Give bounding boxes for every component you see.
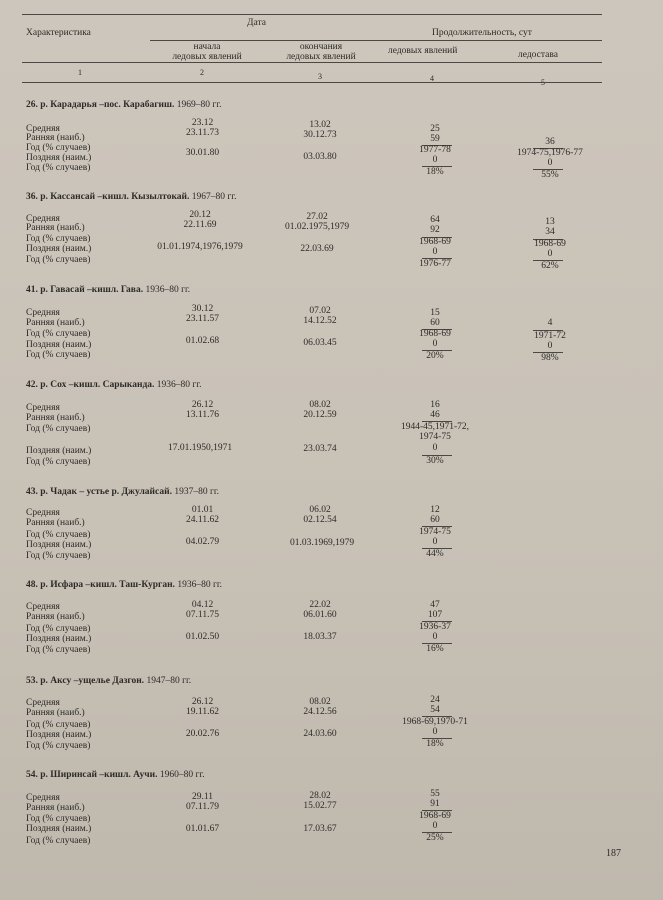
col-number-4: 4 bbox=[430, 74, 434, 83]
section-title: 26. р. Карадарья –пос. Карабагиш. 1969–80 гг. bbox=[26, 100, 222, 110]
value-cell: 92 bbox=[430, 225, 440, 235]
label-late: Поздняя (наим.) bbox=[26, 634, 92, 644]
label-year: Год (% случаев) bbox=[26, 163, 91, 173]
value-cell: 07.11.75 bbox=[186, 610, 219, 620]
value-cell: 01.02.68 bbox=[185, 336, 220, 346]
value-cell: 0 bbox=[432, 821, 438, 831]
value-cell: 1974-75,1976-77 bbox=[517, 148, 583, 158]
value-cell: 0 bbox=[432, 443, 438, 453]
label-late: Поздняя (наим.) bbox=[26, 446, 92, 456]
value-cell: 0 bbox=[432, 632, 438, 642]
value-cell: 23.11.57 bbox=[186, 314, 219, 324]
value-cell: 34 bbox=[545, 227, 555, 237]
value-cell: 12 bbox=[430, 505, 440, 515]
value-cell: 16 bbox=[430, 400, 440, 410]
value-cell: 01.01.67 bbox=[185, 824, 220, 834]
section-title: 53. р. Аксу –ущелье Дазгон. 1947–80 гг. bbox=[26, 676, 192, 686]
label-year: Год (% случаев) bbox=[26, 143, 91, 153]
value-cell: 24 bbox=[430, 695, 440, 705]
value-cell: 0 bbox=[432, 727, 438, 737]
value-cell: 13 bbox=[545, 217, 555, 227]
value-cell: 4 bbox=[547, 318, 553, 328]
value-cell: 22.03.69 bbox=[300, 244, 334, 254]
value-cell: 24.12.56 bbox=[303, 707, 337, 717]
value-cell: 47 bbox=[430, 600, 440, 610]
header-col-start-2: ледовых явлений bbox=[172, 52, 242, 62]
col-number-2: 2 bbox=[200, 68, 204, 77]
page-number: 187 bbox=[606, 848, 621, 859]
value-cell: 1944-45,1971-72, bbox=[400, 422, 470, 432]
header-col-end-1: окончания bbox=[299, 42, 343, 52]
value-cell: 59 bbox=[430, 134, 440, 144]
value-cell: 01.01.1974,1976,1979 bbox=[157, 242, 243, 252]
value-cell: 01.02.1975,1979 bbox=[284, 222, 350, 232]
label-late: Поздняя (наим.) bbox=[26, 540, 92, 550]
value-cell: 62% bbox=[541, 261, 559, 271]
header-col-end-2: ледовых явлений bbox=[286, 52, 356, 62]
value-cell: 08.02 bbox=[309, 697, 331, 707]
label-avg: Средняя bbox=[26, 508, 60, 518]
value-cell: 20.12 bbox=[189, 210, 211, 220]
label-avg: Средняя bbox=[26, 602, 60, 612]
value-cell: 60 bbox=[430, 515, 440, 525]
header-col-freeze: ледостава bbox=[518, 50, 558, 60]
label-year: Год (% случаев) bbox=[26, 720, 91, 730]
label-year: Год (% случаев) bbox=[26, 234, 91, 244]
value-cell: 18.03.37 bbox=[303, 632, 337, 642]
value-cell: 07.11.79 bbox=[186, 802, 219, 812]
value-cell: 07.02 bbox=[309, 306, 331, 316]
value-cell: 0 bbox=[547, 249, 553, 259]
value-cell: 1968-69,1970-71 bbox=[402, 717, 468, 727]
value-cell: 01.03.1969,1979 bbox=[289, 538, 355, 548]
value-cell: 98% bbox=[541, 353, 559, 363]
col-number-3: 3 bbox=[318, 72, 322, 81]
value-cell: 1977-78 bbox=[419, 145, 451, 155]
header-bottom-rule bbox=[22, 62, 602, 63]
value-cell: 0 bbox=[432, 247, 438, 257]
value-cell: 17.01.1950,1971 bbox=[167, 443, 233, 453]
value-cell: 04.02.79 bbox=[185, 537, 220, 547]
value-cell: 1976-77 bbox=[419, 259, 451, 269]
label-year: Год (% случаев) bbox=[26, 741, 91, 751]
value-cell: 13.02 bbox=[309, 120, 331, 130]
value-cell: 23.03.74 bbox=[303, 444, 337, 454]
label-avg: Средняя bbox=[26, 698, 60, 708]
value-cell: 27.02 bbox=[306, 212, 328, 222]
label-year: Год (% случаев) bbox=[26, 350, 91, 360]
header-characteristic: Характеристика bbox=[26, 28, 91, 38]
label-year: Год (% случаев) bbox=[26, 530, 91, 540]
value-cell: 23.12 bbox=[191, 118, 214, 128]
value-cell: 1974-75 bbox=[419, 432, 451, 442]
value-cell: 17.03.67 bbox=[303, 824, 337, 834]
value-cell: 16% bbox=[426, 644, 444, 654]
value-cell: 24.11.62 bbox=[186, 515, 219, 525]
value-cell: 22.02 bbox=[309, 600, 331, 610]
value-cell: 06.01.60 bbox=[303, 610, 337, 620]
value-cell: 22.11.69 bbox=[183, 220, 217, 230]
value-cell: 18% bbox=[426, 739, 444, 749]
label-year: Год (% случаев) bbox=[26, 645, 91, 655]
label-early: Ранняя (наиб.) bbox=[26, 133, 85, 143]
header-duration: Продолжительность, сут bbox=[432, 28, 532, 38]
label-avg: Средняя bbox=[26, 214, 60, 224]
value-cell: 64 bbox=[430, 215, 440, 225]
section-title: 48. р. Исфара –кишл. Таш-Курган. 1936–80 гг. bbox=[26, 580, 223, 590]
value-cell: 55% bbox=[541, 170, 559, 180]
value-cell: 23.11.73 bbox=[186, 128, 219, 138]
label-late: Поздняя (наим.) bbox=[26, 824, 92, 834]
value-cell: 0 bbox=[432, 537, 438, 547]
header-date: Дата bbox=[247, 18, 266, 28]
value-cell: 30.12 bbox=[191, 304, 214, 314]
value-cell: 02.12.54 bbox=[303, 515, 337, 525]
label-year: Год (% случаев) bbox=[26, 424, 91, 434]
section-title: 41. р. Гавасай –кишл. Гава. 1936–80 гг. bbox=[26, 285, 191, 295]
section-title: 43. р. Чадак – устье р. Джулайсай. 1937–80 гг. bbox=[26, 487, 220, 497]
label-year: Год (% случаев) bbox=[26, 624, 91, 634]
header-sub-rule bbox=[150, 40, 602, 41]
value-cell: 1968-69 bbox=[419, 329, 451, 339]
value-cell: 36 bbox=[545, 137, 555, 147]
header-col-ice: ледовых явлений bbox=[388, 46, 458, 56]
numbers-rule bbox=[22, 82, 602, 83]
value-cell: 03.03.80 bbox=[303, 152, 337, 162]
value-cell: 0 bbox=[432, 339, 438, 349]
label-early: Ранняя (наиб.) bbox=[26, 318, 85, 328]
value-cell: 30.12.73 bbox=[303, 130, 337, 140]
label-avg: Средняя bbox=[26, 793, 60, 803]
label-early: Ранняя (наиб.) bbox=[26, 612, 85, 622]
label-year: Год (% случаев) bbox=[26, 551, 91, 561]
section-title: 36. р. Кассансай –кишл. Кызылтокай. 1967–80 гг. bbox=[26, 192, 237, 202]
value-cell: 46 bbox=[430, 410, 440, 420]
value-cell: 01.01 bbox=[191, 505, 214, 515]
label-late: Поздняя (наим.) bbox=[26, 730, 92, 740]
label-early: Ранняя (наиб.) bbox=[26, 223, 85, 233]
value-cell: 08.02 bbox=[309, 400, 331, 410]
value-cell: 1936-37 bbox=[419, 622, 451, 632]
value-cell: 06.03.45 bbox=[303, 338, 337, 348]
value-cell: 26.12 bbox=[191, 697, 214, 707]
section-title: 54. р. Ширинсай –кишл. Аучи. 1960–80 гг. bbox=[26, 770, 205, 780]
value-cell: 54 bbox=[430, 705, 440, 715]
col-number-5: 5 bbox=[541, 78, 545, 87]
label-year: Год (% случаев) bbox=[26, 255, 91, 265]
label-avg: Средняя bbox=[26, 308, 60, 318]
label-year: Год (% случаев) bbox=[26, 836, 91, 846]
label-late: Поздняя (наим.) bbox=[26, 244, 92, 254]
value-cell: 107 bbox=[427, 610, 443, 620]
value-cell: 26.12 bbox=[191, 400, 214, 410]
value-cell: 0 bbox=[547, 158, 553, 168]
label-avg: Средняя bbox=[26, 124, 60, 134]
label-avg: Средняя bbox=[26, 403, 60, 413]
value-cell: 60 bbox=[430, 318, 440, 328]
value-cell: 20.02.76 bbox=[185, 729, 220, 739]
value-cell: 24.03.60 bbox=[303, 729, 337, 739]
label-year: Год (% случаев) bbox=[26, 457, 91, 467]
value-cell: 1968-69 bbox=[534, 239, 566, 249]
label-year: Год (% случаев) bbox=[26, 814, 91, 824]
value-cell: 44% bbox=[426, 549, 444, 559]
label-late: Поздняя (наим.) bbox=[26, 340, 92, 350]
section-title: 42. р. Сох –кишл. Сарыканда. 1936–80 гг. bbox=[26, 380, 202, 390]
value-cell: 04.12 bbox=[191, 600, 214, 610]
label-early: Ранняя (наиб.) bbox=[26, 803, 85, 813]
value-cell: 28.02 bbox=[309, 791, 331, 801]
value-cell: 1971-72 bbox=[534, 331, 566, 341]
label-early: Ранняя (наиб.) bbox=[26, 708, 85, 718]
value-cell: 55 bbox=[430, 789, 440, 799]
value-cell: 18% bbox=[426, 167, 444, 177]
value-cell: 25% bbox=[426, 833, 444, 843]
label-late: Поздняя (наим.) bbox=[26, 153, 92, 163]
value-cell: 0 bbox=[432, 155, 438, 165]
value-cell: 1974-75 bbox=[419, 527, 451, 537]
value-cell: 30% bbox=[426, 456, 444, 466]
value-cell: 15 bbox=[430, 308, 440, 318]
value-cell: 91 bbox=[430, 799, 440, 809]
col-number-1: 1 bbox=[78, 68, 82, 77]
value-cell: 06.02 bbox=[309, 505, 331, 515]
value-cell: 25 bbox=[430, 124, 440, 134]
value-cell: 1968-69 bbox=[419, 237, 451, 247]
value-cell: 20.12.59 bbox=[303, 410, 337, 420]
value-cell: 30.01.80 bbox=[185, 148, 220, 158]
value-cell: 20% bbox=[426, 351, 444, 361]
value-cell: 0 bbox=[547, 341, 553, 351]
label-early: Ранняя (наиб.) bbox=[26, 518, 85, 528]
top-rule bbox=[22, 14, 602, 15]
header-col-start-1: начала bbox=[193, 42, 221, 52]
value-cell: 29.11 bbox=[191, 792, 214, 802]
label-year: Год (% случаев) bbox=[26, 329, 91, 339]
value-cell: 19.11.62 bbox=[186, 707, 219, 717]
value-cell: 13.11.76 bbox=[186, 410, 219, 420]
value-cell: 01.02.50 bbox=[185, 632, 220, 642]
value-cell: 14.12.52 bbox=[303, 316, 337, 326]
label-early: Ранняя (наиб.) bbox=[26, 413, 85, 423]
value-cell: 1968-69 bbox=[419, 811, 451, 821]
value-cell: 15.02.77 bbox=[303, 801, 337, 811]
